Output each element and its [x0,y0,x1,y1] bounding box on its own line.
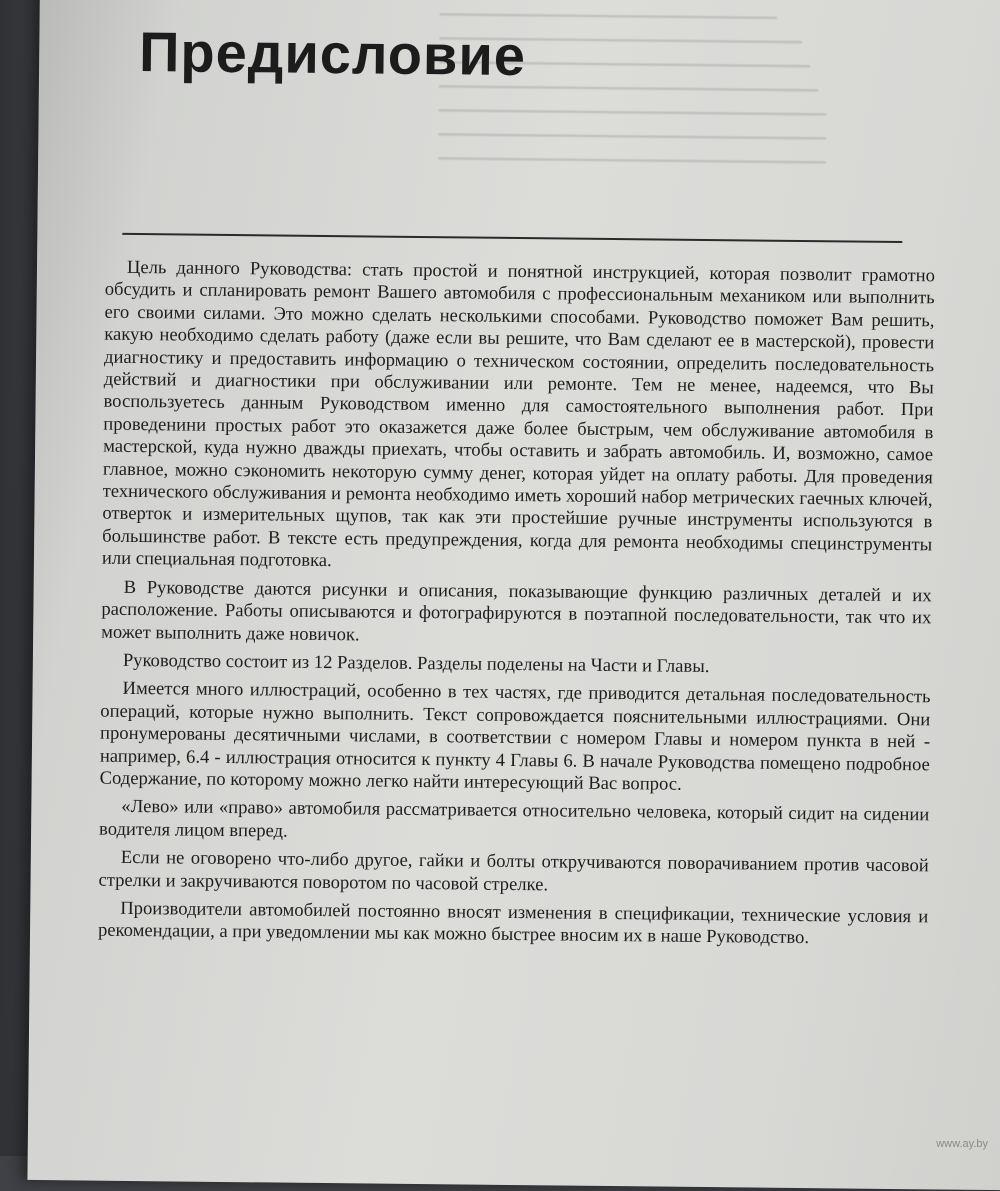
paragraph-5: «Лево» или «право» автомобиля рассматривается относительно человека, который сидит на сидении водителя лицом вперед. [99,796,930,842]
watermark: www.ay.by [936,1138,988,1150]
paragraph-7: Производители автомобилей постоянно вносят изменения в спецификации, технические условия и рекомендации, а при уведомлении мы как можно быстрее вносим их в наше Руководство. [97,897,929,949]
paragraph-1: Цель данного Руководства: стать простой и понятной инструкцией, которая позволит грамотно обсудить и спланировать ремонт Вашего автомобиля с профессиональным механиком или выполнить его своими силами. Это можно сделать несколькими способами. Руководство поможет Вам решить, какую необходимо сделать работу (даже если вы решите, что Вам сделают ее в мастерской), провести диагностику и предоставить информацию о техническом состоянии, определить последовательность действий и диагностики при обслуживании или ремонте. Тем не менее, надеемся, что Вы воспользуетесь данным Руководством именно для самостоятельного выполнения работ. При проведенини простых работ это оказажется даже более быстрым, чем обслуживание автомобиля в мастерской, куда нужно дважды приехать, чтобы оставить и забрать автомобиль. И, возможно, самое главное, можно сэкономить некоторую сумму денег, которая уйдет на оплату работы. Для проведения технического обслуживания и ремонта необходимо иметь хороший набор метрических гаечных ключей, отверток и измерительных щупов, так как эти простейшие ручные инструменты используются в большинстве работ. В тексте есть предупреждения, когда для ремонта необходимы специнструменты или специальная подготовка. [101,256,936,572]
paragraph-2: В Руководстве даются рисунки и описания, показывающие функцию различных деталей и их расположение. Работы описываются и фотографируются в поэтапной последовательности, так что их может выполнить даже новичок. [101,576,932,645]
book-page [27,0,1000,1191]
paragraph-3: Руководство состоит из 12 Разделов. Разделы поделены на Части и Главы. [122,649,710,677]
title-divider [122,233,902,243]
page-title: Предисловие [138,20,527,88]
bleed-through-text: ━━━━━━━━━━━━━━━━━━━━━━━━━━━━━━━━━━━━━━━━ ━━━━━━━━━━━━━━━━━━━━━━━━━━━━━━━━━━━━━━━━━━━ ━━━━━━━━━━━━━━━━━━━━━━━━━━━━━━━━━━━━━━━━━━━━ ━━━━━━━━━━━━━━━━━━━━━━━━━━━━━━━━━━━━━━━━━━━━━ ━━━━━━━━━━━━━━━━━━━━━━━━━━━━━━━━━━━━━━━━━━━━━━ ━━━━━━━━━━━━━━━━━━━━━━━━━━━━━━━━━━━━━━━━━━━━━━ ━━━━━━━━━━━━━━━━━━━━━━━━━━━━━━━━━━━━━━━━━━━━━━ [438,8,827,172]
paragraph-4: Имеется много иллюстраций, особенно в тех частях, где приводится детальная последовательность операций, которые нужно выполнить. Текст сопровождается пояснительными иллюстрациями. Они пронумерованы десятичными числами, в соответствии с номером Главы и номером пункта в ней - например, 6.4 - иллюстрация относится к пункту 4 Главы 6. В начале Руководства помещено подробное Содержание, по которому можно легко найти интересующий Вас вопрос. [99,678,931,795]
page-body [98,257,935,951]
paragraph-6: Если не оговорено что-либо другое, гайки и болты откручиваются поворачиванием против часовой стрелки и закручиваются поворотом по часовой стрелке. [98,847,929,895]
